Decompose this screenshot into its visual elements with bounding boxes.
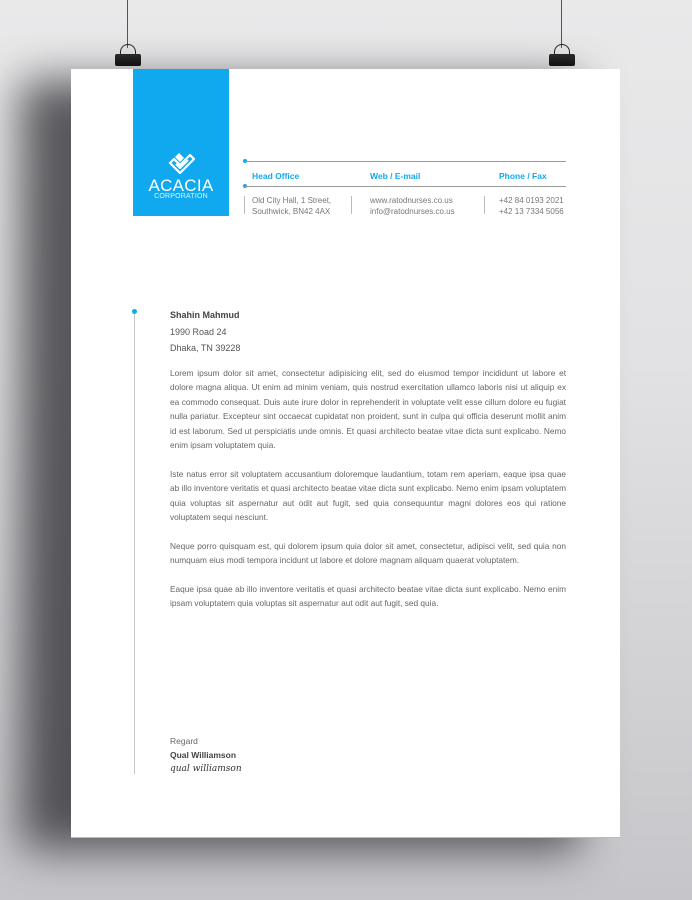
phone-fax-values [499, 195, 564, 217]
head-office-label: Head Office [252, 171, 300, 181]
double-check-diamond-icon [167, 153, 195, 175]
header-rule-top [245, 161, 566, 162]
header-rule-bottom [245, 186, 566, 187]
head-office-line-1: Old City Hall, 1 Street, [252, 196, 332, 205]
margin-guide-dot [132, 309, 137, 314]
body-paragraph: Lorem ipsum dolor sit amet, consectetur adipisicing elit, sed do eiusmod tempor incididunt ut labore et dolore magna aliqua. Ut enim ad minim veniam, quis nostrud exercitation ullamco laboris nisi ut aliquip ex ea commodo consequat. Duis aute irure dolor in reprehenderit in voluptate velit esse cillum dolore eu fugiat nulla pariatur. Excepteur sint occaecat cupidatat non proident, sunt in culpa qui officia deserunt mollit anim id est laborum. Sed ut perspiciatis unde omnis. Et quasi architecto beatae vitae dicta sunt explicabo. Nemo enim ipsam voluptatem quia. [170, 368, 566, 451]
fax-number: +42 13 7334 5056 [499, 207, 564, 216]
column-separator [484, 196, 485, 214]
closing-block [170, 734, 242, 776]
head-office-address [252, 195, 331, 217]
body-paragraph: Neque porro quisquam est, qui dolorem ipsum quia dolor sit amet, consectetur, adipisci velit, sed quia non numquam eius modi tempora incidunt ut labore et dolore magnam aliquam quaerat voluptatem. [170, 540, 566, 566]
body-paragraph: Eaque ipsa quae ab illo inventore veritatis et quasi architecto beatae vitae dicta sunt explicabo. Nemo enim ipsam voluptatem quia voluptas sit aspernatur aut odit aut fugit, sed quia. [170, 584, 566, 609]
head-office-line-2: Southwick, BN42 4AX [252, 207, 331, 216]
binder-clip-right [549, 44, 575, 68]
phone-fax-label: Phone / Fax [499, 171, 547, 181]
letter-body [170, 366, 566, 625]
signer-name: Qual Williamson [170, 750, 237, 760]
phone-number: +42 84 0193 2021 [499, 196, 564, 205]
body-paragraph: Iste natus error sit voluptatem accusantium doloremque laudantium, totam rem aperiam, eaque ipsa quae ab illo inventore veritatis et quasi architecto beatae vitae dicta sunt explicabo. Nemo enim ipsam voluptatem quia voluptas sit aspernatur aut odit aut fugit, sed quia consequuntur magni dolores eos qui ratione voluptatem sequi nesciunt. [170, 468, 566, 523]
email-link[interactable]: info@ratodnurses.co.us [370, 207, 455, 216]
column-separator [351, 196, 352, 214]
margin-guide-line [134, 311, 135, 774]
recipient-address-line-1: 1990 Road 24 [170, 326, 227, 337]
brand-subtitle: CORPORATION [154, 193, 208, 200]
recipient-name: Shahin Mahmud [170, 310, 240, 320]
web-email-values [370, 195, 455, 217]
hanging-string-right [561, 0, 562, 48]
brand-name: ACACIA [148, 176, 214, 195]
letterhead-page [71, 69, 620, 837]
recipient-block [170, 307, 240, 357]
column-separator [244, 196, 245, 214]
website-link[interactable]: www.ratodnurses.co.us [370, 196, 453, 205]
salutation: Regard [170, 736, 198, 746]
hanging-string-left [127, 0, 128, 48]
logo-block [133, 69, 229, 216]
recipient-address-line-2: Dhaka, TN 39228 [170, 343, 241, 353]
binder-clip-left [115, 44, 141, 68]
web-email-label: Web / E-mail [370, 171, 421, 181]
handwritten-signature: qual williamson [170, 764, 242, 774]
